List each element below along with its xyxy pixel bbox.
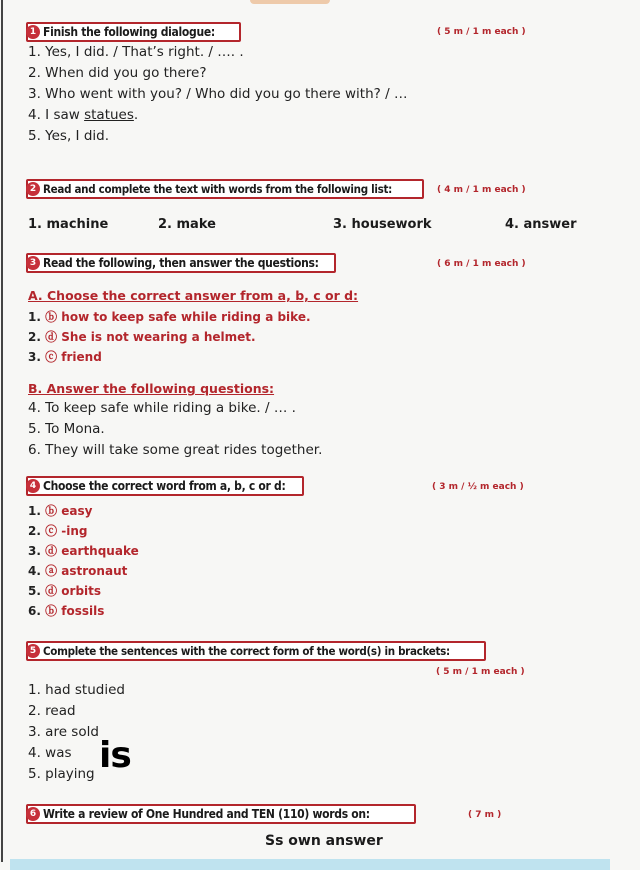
item-number: 1. [28, 504, 41, 518]
item-number: 3. [28, 350, 41, 364]
item-answer: ⓑ easy [45, 504, 93, 518]
section6-number-icon: 6 [26, 807, 40, 821]
section5-line-4: 4. was [28, 745, 72, 761]
section4-title: Choose the correct word from a, b, c or d: [43, 479, 286, 493]
section5-header [26, 641, 486, 661]
section4-item-5 [28, 582, 101, 599]
section2-word-2: 2. make [158, 217, 216, 232]
item-number: 3. [28, 544, 41, 558]
section3-partB-line-2: 5. To Mona. [28, 421, 105, 437]
underlined-word: statues [84, 107, 134, 123]
section3-header [26, 253, 336, 273]
left-border [1, 0, 3, 862]
section5-number-icon: 5 [26, 644, 40, 658]
section5-line-1: 1. had studied [28, 682, 125, 698]
section6-marks: ( 7 m ) [468, 810, 502, 820]
section6-header [26, 804, 416, 824]
section3-marks: ( 6 m / 1 m each ) [437, 259, 526, 269]
item-answer: ⓑ fossils [45, 604, 105, 618]
section2-word-3: 3. housework [333, 217, 432, 232]
item-number: 5. [28, 584, 41, 598]
section5-title: Complete the sentences with the correct form of the word(s) in brackets: [43, 644, 450, 658]
item-number: 2. [28, 330, 41, 344]
section1-line-5: 5. Yes, I did. [28, 128, 109, 144]
section1-line-4: 4. I saw statues. [28, 107, 139, 123]
section4-item-1 [28, 502, 93, 519]
item-answer: ⓒ -ing [45, 524, 88, 538]
section3-partA-item-3 [28, 348, 102, 365]
section2-marks: ( 4 m / 1 m each ) [437, 185, 526, 195]
section5-line-2: 2. read [28, 703, 76, 719]
section1-marks: ( 5 m / 1 m each ) [437, 27, 526, 37]
section6-title: Write a review of One Hundred and TEN (110) words on: [43, 807, 370, 821]
item-answer: ⓓ earthquake [45, 544, 139, 558]
section1-line-1: 1. Yes, I did. / That’s right. / …. . [28, 44, 244, 60]
item-number: 1. [28, 310, 41, 324]
section3-partA-item-1 [28, 308, 311, 325]
section4-item-6 [28, 602, 104, 619]
section2-word-4: 4. answer [505, 217, 577, 232]
section1-title: Finish the following dialogue: [43, 25, 215, 39]
section3-partB-heading: B. Answer the following questions: [28, 381, 275, 396]
section3-partB-line-3: 6. They will take some great rides together. [28, 442, 323, 458]
section1-line-2: 2. When did you go there? [28, 65, 207, 81]
item-number: 4. [28, 564, 41, 578]
section5-line-5: 5. playing [28, 766, 95, 782]
item-answer: ⓐ astronaut [45, 564, 128, 578]
item-answer: ⓑ how to keep safe while riding a bike. [45, 310, 311, 324]
section4-marks: ( 3 m / ½ m each ) [432, 482, 524, 492]
bottom-band [10, 859, 610, 870]
section1-header [26, 22, 241, 42]
section1-number-icon: 1 [26, 25, 40, 39]
section5-line-3: 3. are sold [28, 724, 99, 740]
item-answer: ⓓ She is not wearing a helmet. [45, 330, 256, 344]
section2-word-1: 1. machine [28, 217, 109, 232]
top-mark [250, 0, 330, 4]
section3-number-icon: 3 [26, 256, 40, 270]
section3-partB-line-1: 4. To keep safe while riding a bike. / … . [28, 400, 296, 416]
section3-title: Read the following, then answer the questions: [43, 256, 319, 270]
section2-header [26, 179, 424, 199]
section3-partA-heading: A. Choose the correct answer from a, b, c or d: [28, 288, 359, 303]
overlay-is-text: is [99, 735, 131, 776]
section1-line-3: 3. Who went with you? / Who did you go there with? / … [28, 86, 408, 102]
section5-marks: ( 5 m / 1 m each ) [436, 667, 525, 677]
section6-answer: Ss own answer [265, 833, 383, 849]
section4-item-2 [28, 522, 88, 539]
section4-item-4 [28, 562, 127, 579]
item-number: 2. [28, 524, 41, 538]
item-number: 6. [28, 604, 41, 618]
section2-title: Read and complete the text with words from the following list: [43, 182, 392, 196]
section4-item-3 [28, 542, 139, 559]
section4-number-icon: 4 [26, 479, 40, 493]
section3-partA-item-2 [28, 328, 256, 345]
section2-number-icon: 2 [26, 182, 40, 196]
section4-header [26, 476, 304, 496]
item-answer: ⓒ friend [45, 350, 102, 364]
item-answer: ⓓ orbits [45, 584, 102, 598]
